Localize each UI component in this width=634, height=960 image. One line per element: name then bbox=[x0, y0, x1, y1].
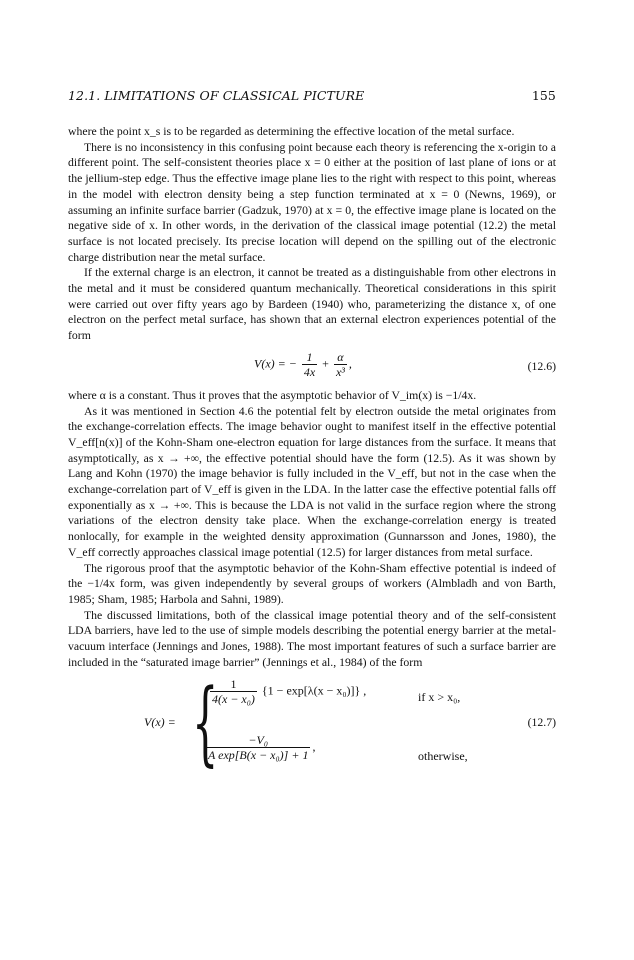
equation-12-6-expression bbox=[254, 350, 352, 379]
eq2-condition-2: otherwise, bbox=[418, 748, 468, 763]
equation-12-6-label: (12.6) bbox=[527, 359, 556, 373]
eq2-case1-den: 4(x − x₀) bbox=[212, 691, 255, 706]
eq2-case2-den: A exp[B(x − x₀)] + 1 bbox=[208, 747, 309, 762]
paragraph-2-text: There is no inconsistency in this confusing point because each theory is referencing the x-origin to a different point. The self-consistent theories place x = 0 either at the position of last plane of ions or at the jellium-step edge. Thus the effective image plane lies to the right with respect to this point, whereas in the model with electron density being a step function terminated at x = 0 (Newns, 1969), or assuming an infinite surface barrier (Gadzuk, 1970) at x = 0, the effective image plane is located on the negative side of x. In other words, in the derivation of the classical image potential (12.2) the metal surface is not located precisely. Its precise location will depend on the spilling out of the electronic charge distribution near the metal surface. bbox=[68, 140, 556, 264]
eq1-fraction-1 bbox=[302, 350, 317, 379]
page-body bbox=[68, 124, 556, 783]
eq2-case2-tail: , bbox=[312, 738, 316, 753]
eq1-num1: 1 bbox=[302, 350, 317, 365]
paragraph-3-text: If the external charge is an electron, it cannot be treated as a distinguishable from other electrons in the metal and it must be considered quantum mechanically. Theoretical considerations in this spirit were carried out over fifty years ago by Bardeen (1940) who, parameterizing the distance x, of one electron on the perfect metal surface, has shown that an external electron experiences potential of the form bbox=[68, 266, 556, 343]
equation-12-6 bbox=[68, 344, 556, 388]
eq2-case1-rest: {1 − exp[λ(x − x₀)]} , bbox=[261, 682, 367, 697]
equation-12-7-label: (12.7) bbox=[527, 715, 556, 729]
eq1-den1: 4x bbox=[303, 364, 316, 379]
running-header bbox=[68, 88, 556, 104]
paragraph-7-text: The discussed limitations, both of the classical image potential theory and of the self-consistent LDA barriers, have led to the use of simple models describing the potential energy barrier at the metal-vacuum interface (Jennings and Jones, 1988). The most important features of such a surface barrier are included in the “saturated image barrier” (Jennings et al., 1984) of the form bbox=[68, 608, 556, 669]
paragraph-7 bbox=[68, 608, 556, 671]
eq1-tail: , bbox=[348, 356, 352, 371]
page-number: 155 bbox=[531, 88, 556, 103]
eq2-case-2 bbox=[204, 733, 315, 762]
eq1-fraction-2 bbox=[334, 350, 347, 379]
eq1-num2: α bbox=[334, 350, 347, 365]
running-title: 12.1. LIMITATIONS OF CLASSICAL PICTURE bbox=[68, 88, 365, 103]
eq2-case1-num: 1 bbox=[210, 677, 257, 692]
paragraph-4 bbox=[68, 388, 556, 404]
eq1-den2: x³ bbox=[335, 364, 345, 379]
paragraph-1-text: where the point x_s is to be regarded as determining the effective location of the metal surface. bbox=[68, 125, 515, 138]
eq2-case1-fraction bbox=[210, 677, 257, 706]
paragraph-2 bbox=[68, 140, 556, 266]
eq2-condition-1: if x > x₀, bbox=[418, 689, 461, 704]
paragraph-6-text: The rigorous proof that the asymptotic behavior of the Kohn-Sham effective potential is indeed of the −1/4x form, was given independently by several groups of workers (Almbladh and von Barth, 1985; Sham, 1985; Harbola and Sahni, 1989). bbox=[68, 561, 556, 606]
paragraph-3 bbox=[68, 265, 556, 344]
paragraph-5-text: As it was mentioned in Section 4.6 the potential felt by electron outside the metal originates from the exchange-correlation effects. The image behavior ought to manifest itself in the effective potential V_eff[n(x)] of the Kohn-Sham one-electron equation for large distances from the surface. It means that asymptotically, as x → +∞, the effective potential should have the form (12.5). As it was shown by Lang and Kohn (1970) the image behavior is fully included in the V_eff, but not in the case when the exchange-correlation part of V_eff is given in the LDA. In the latter case the effective potential falls off exponentially as x → +∞. This is because the LDA is not valid in the surface region where the strong variations of the electron density take place. When the exchange-correlation energy is treated nonlocally, for example in the weighted density approximation (Gunnarsson and Jones, 1980), the V_eff correctly approaches classical image potential (12.5) for larger distances from metal surface. bbox=[68, 404, 556, 559]
paragraph-1 bbox=[68, 124, 556, 140]
eq1-lhs: V(x) = − bbox=[254, 356, 297, 371]
eq2-case2-num: −V₀ bbox=[206, 733, 310, 748]
eq2-case-1 bbox=[208, 677, 366, 706]
paragraph-5 bbox=[68, 404, 556, 561]
left-brace-icon: { bbox=[192, 668, 219, 776]
eq2-case2-fraction bbox=[206, 733, 310, 762]
paragraph-6 bbox=[68, 561, 556, 608]
paragraph-4-text: where α is a constant. Thus it proves that the asymptotic behavior of V_im(x) is −1/4x. bbox=[68, 388, 477, 402]
eq1-plus: + bbox=[322, 356, 329, 371]
equation-12-7 bbox=[68, 668, 556, 783]
eq2-lhs: V(x) = bbox=[144, 714, 176, 729]
